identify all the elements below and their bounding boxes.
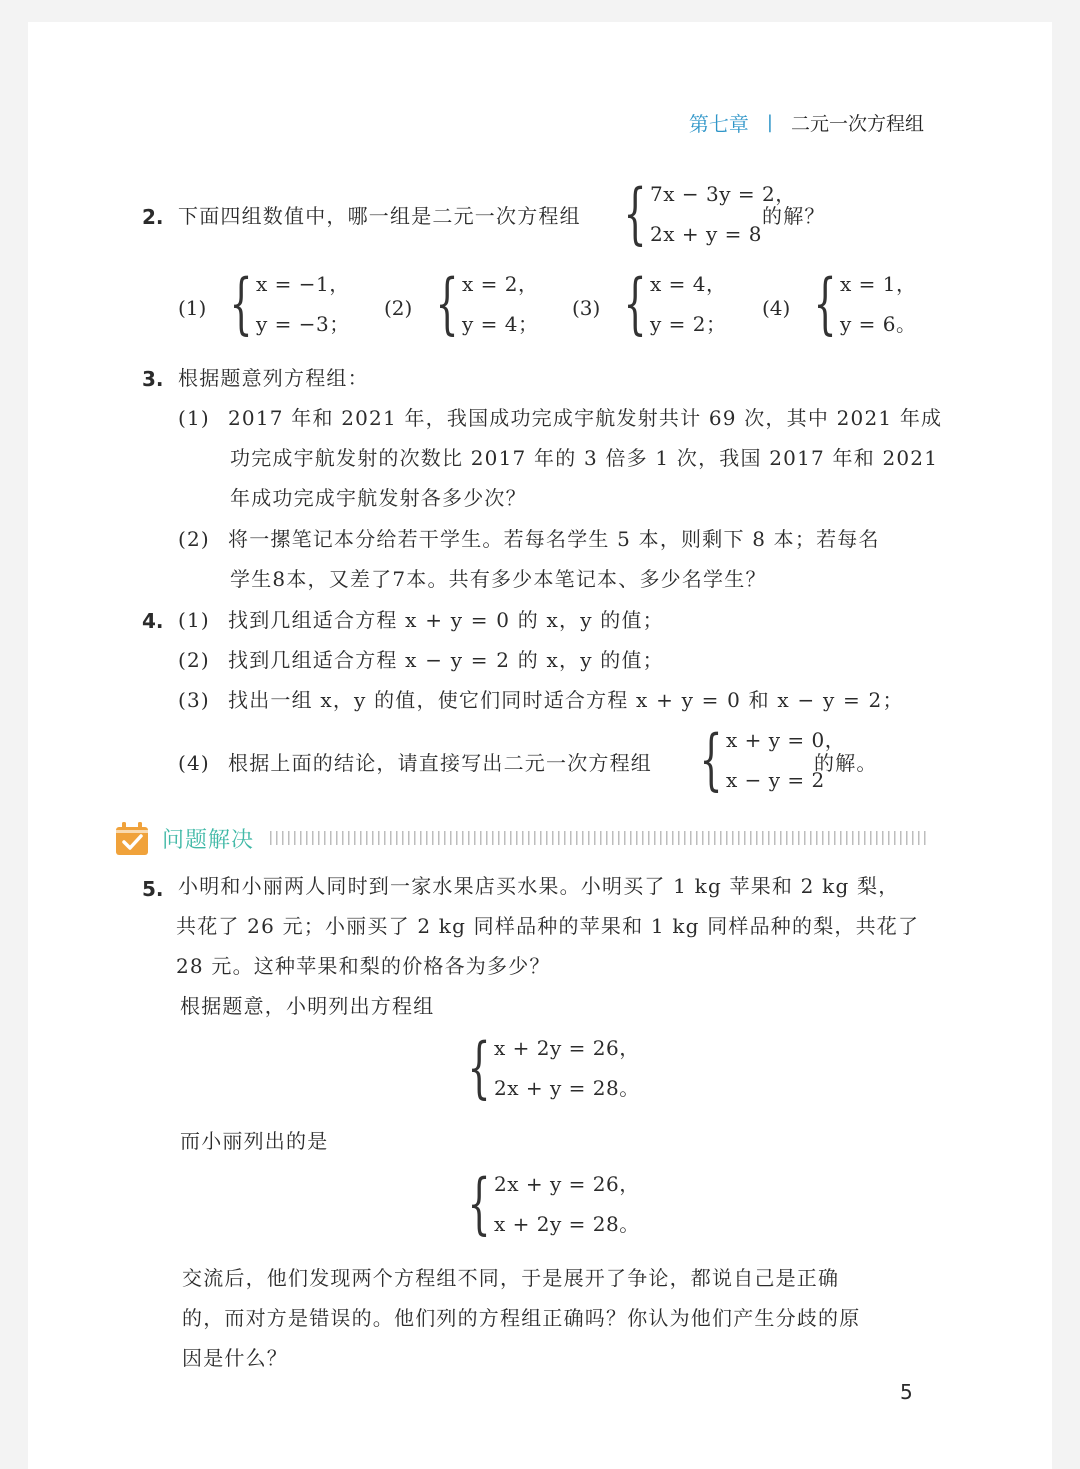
equation-line: x + y = 0， [726, 728, 846, 752]
section-banner [114, 818, 926, 858]
q5-number: 5. [142, 877, 164, 901]
brace: { [813, 265, 837, 342]
option-label: (2) [384, 296, 413, 320]
brace: { [229, 265, 253, 342]
q3-p1-line: 年成功完成宇航发射各多少次？ [230, 486, 527, 510]
q5-outro-line: 的，而对方是错误的。他们列的方程组正确吗？你认为他们产生分歧的原 [182, 1306, 861, 1330]
option-label: (3) [572, 296, 601, 320]
option-4-system [804, 264, 917, 344]
equation-line: x − y = 2 [726, 768, 825, 792]
q5-ming-intro: 根据题意，小明列出方程组 [180, 994, 435, 1018]
q4-part-label: (3) [178, 688, 210, 712]
q2-number: 2. [142, 205, 164, 229]
equation-line: x + 2y = 26， [494, 1036, 640, 1060]
equation-line: 2x + y = 8 [650, 222, 762, 246]
q3-p1-line: 功完成宇航发射的次数比 2017 年的 3 倍多 1 次，我国 2017 年和 2021 [230, 446, 939, 470]
brace: { [435, 265, 459, 342]
equation-line: x = −1， [256, 272, 350, 296]
option-1-system [220, 264, 350, 344]
brace: { [467, 1029, 491, 1106]
brace: { [623, 265, 647, 342]
equation-line: 7x − 3y = 2， [650, 182, 796, 206]
q3-p2-line: 将一摞笔记本分给若干学生。若每名学生 5 本，则剩下 8 本；若每名 [228, 527, 880, 551]
q3-p2-line: 学生8本，又差了7本。共有多少本笔记本、多少名学生？ [230, 567, 767, 591]
equation-line: y = 2； [650, 312, 727, 336]
q4-p2-text: 找到几组适合方程 x − y = 2 的 x，y 的值； [228, 648, 664, 672]
q3-number: 3. [142, 367, 164, 391]
dotted-rule [270, 831, 926, 845]
ming-system [458, 1028, 640, 1108]
q3-part-label: (1) [178, 406, 210, 430]
equation-line: x = 4， [650, 272, 727, 296]
q5-line: 28 元。这种苹果和梨的价格各为多少？ [176, 954, 551, 978]
li-system [458, 1164, 640, 1244]
page-number: 5 [900, 1380, 913, 1404]
q3-p1-line: 2017 年和 2021 年，我国成功完成宇航发射共计 69 次，其中 2021 年成 [228, 406, 943, 430]
section-title: 问题解决 [162, 827, 255, 853]
q4-part-label: (1) [178, 608, 210, 632]
q4-p1-text: 找到几组适合方程 x + y = 0 的 x，y 的值； [228, 608, 664, 632]
q2-text: 下面四组数值中，哪一组是二元一次方程组 [178, 204, 581, 228]
q5-line: 小明和小丽两人同时到一家水果店买水果。小明买了 1 kg 苹果和 2 kg 梨， [178, 874, 900, 898]
running-header [689, 108, 924, 137]
equation-line: y = 6。 [840, 312, 917, 336]
q4-p4-text: 根据上面的结论，请直接写出二元一次方程组 [228, 751, 652, 775]
q4-part-label: (4) [178, 751, 210, 775]
equation-line: 2x + y = 28。 [494, 1076, 640, 1100]
brace: { [467, 1165, 491, 1242]
chapter-title: 二元一次方程组 [790, 113, 924, 135]
equation-line: 2x + y = 26， [494, 1172, 640, 1196]
q3-intro: 根据题意列方程组： [178, 366, 369, 390]
equation-line: y = −3； [256, 312, 350, 336]
option-label: (1) [178, 296, 207, 320]
q5-line: 共花了 26 元；小丽买了 2 kg 同样品种的苹果和 1 kg 同样品种的梨，共花了 [176, 914, 920, 938]
q5-li-intro: 而小丽列出的是 [180, 1129, 329, 1153]
equation-line: x = 2， [462, 272, 539, 296]
brace: { [623, 175, 647, 252]
equation-line: x + 2y = 28。 [494, 1212, 640, 1236]
q4-part-label: (2) [178, 648, 210, 672]
calendar-check-icon [114, 821, 148, 855]
option-3-system [614, 264, 727, 344]
q2-text-after: 的解？ [762, 204, 826, 228]
q4-p4-text-after: 的解。 [814, 751, 878, 775]
brace: { [699, 721, 723, 798]
option-2-system [426, 264, 539, 344]
q5-outro-line: 因是什么？ [182, 1346, 288, 1370]
chapter-label: 第七章 [688, 112, 749, 136]
q4-number: 4. [142, 609, 164, 633]
q5-outro-line: 交流后，他们发现两个方程组不同，于是展开了争论，都说自己是正确 [182, 1266, 840, 1290]
q3-part-label: (2) [178, 527, 210, 551]
equation-line: x = 1， [840, 272, 917, 296]
q4-p3-text: 找出一组 x，y 的值，使它们同时适合方程 x + y = 0 和 x − y = 2； [228, 688, 904, 712]
option-label: (4) [762, 296, 791, 320]
header-separator: | [766, 112, 773, 133]
equation-line: y = 4； [462, 312, 539, 336]
